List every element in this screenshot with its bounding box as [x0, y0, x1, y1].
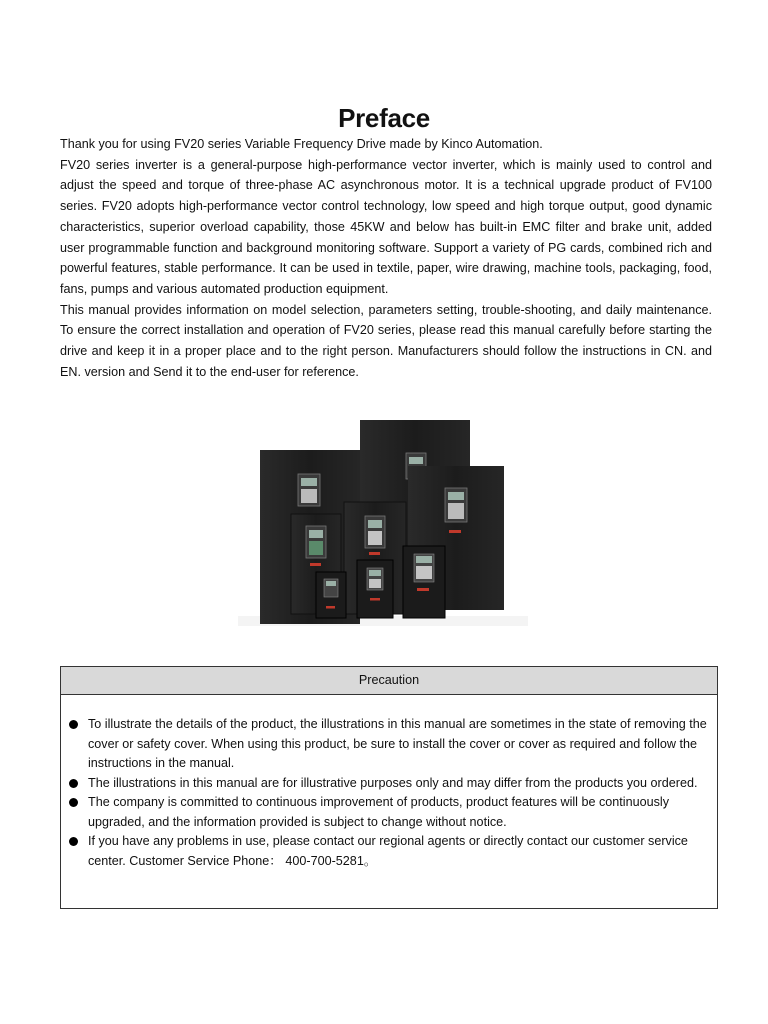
intro-paragraph: Thank you for using FV20 series Variable Frequency Drive made by Kinco Automation. [60, 137, 543, 151]
precaution-item-text: The illustrations in this manual are for illustrative purposes only and may differ from the products you ordered. [88, 775, 698, 790]
precaution-list [61, 695, 717, 871]
product-family-image [238, 416, 528, 626]
bullet-icon [69, 837, 78, 846]
precaution-item-text: The company is committed to continuous improvement of products, product features will be continuously upgraded, and the information provided is subject to change without notice. [88, 795, 669, 829]
drive-unit-small-2 [357, 560, 393, 618]
precaution-box [60, 666, 718, 909]
precaution-item-text: To illustrate the details of the product, the illustrations in this manual are sometimes in the state of removing the cover or safety cover. When using this product, be sure to install the cover or cover as required and follow the instructions in the manual. [88, 717, 707, 770]
product-description-paragraph: FV20 series inverter is a general-purpose high-performance vector inverter, which is mainly used to control and adjust the speed and torque of three-phase AC asynchronous motor. It is a technical upgrade product of FV100 series. FV20 adopts high-performance vector control technology, low speed and high torque output, good dynamic characteristics, superior overload capability, those 45KW and below has built-in EMC filter and brake unit, added user programmable function and background monitoring software. Support a variety of PG cards, combined rich and powerful features, stable performance. It can be used in textile, paper, wire drawing, machine tools, packaging, food, fans, pumps and various automated production equipment. [60, 157, 712, 296]
precaution-header: Precaution [61, 667, 717, 695]
precaution-item [69, 793, 707, 832]
precaution-item [69, 832, 707, 871]
precaution-item [69, 715, 707, 774]
bullet-icon [69, 779, 78, 788]
drive-unit-small-1 [316, 572, 346, 618]
manual-purpose-paragraph: This manual provides information on model selection, parameters setting, trouble-shooting, and daily maintenance. To ensure the correct installation and operation of FV20 series, please read this manual carefully before starting the drive and keep it in a proper place and to the right person. Manufacturers should follow the instructions in CN. and EN. version and Send it to the end-user for reference. [60, 302, 712, 379]
drive-unit-small-3 [403, 546, 445, 618]
bullet-icon [69, 798, 78, 807]
precaution-item-text: If you have any problems in use, please contact our regional agents or directly contact our customer service center. Customer Service Phone： 400-700-5281。 [88, 834, 688, 868]
page-title: Preface [338, 103, 430, 134]
bullet-icon [69, 720, 78, 729]
precaution-item [69, 774, 707, 794]
preface-body [60, 134, 712, 382]
